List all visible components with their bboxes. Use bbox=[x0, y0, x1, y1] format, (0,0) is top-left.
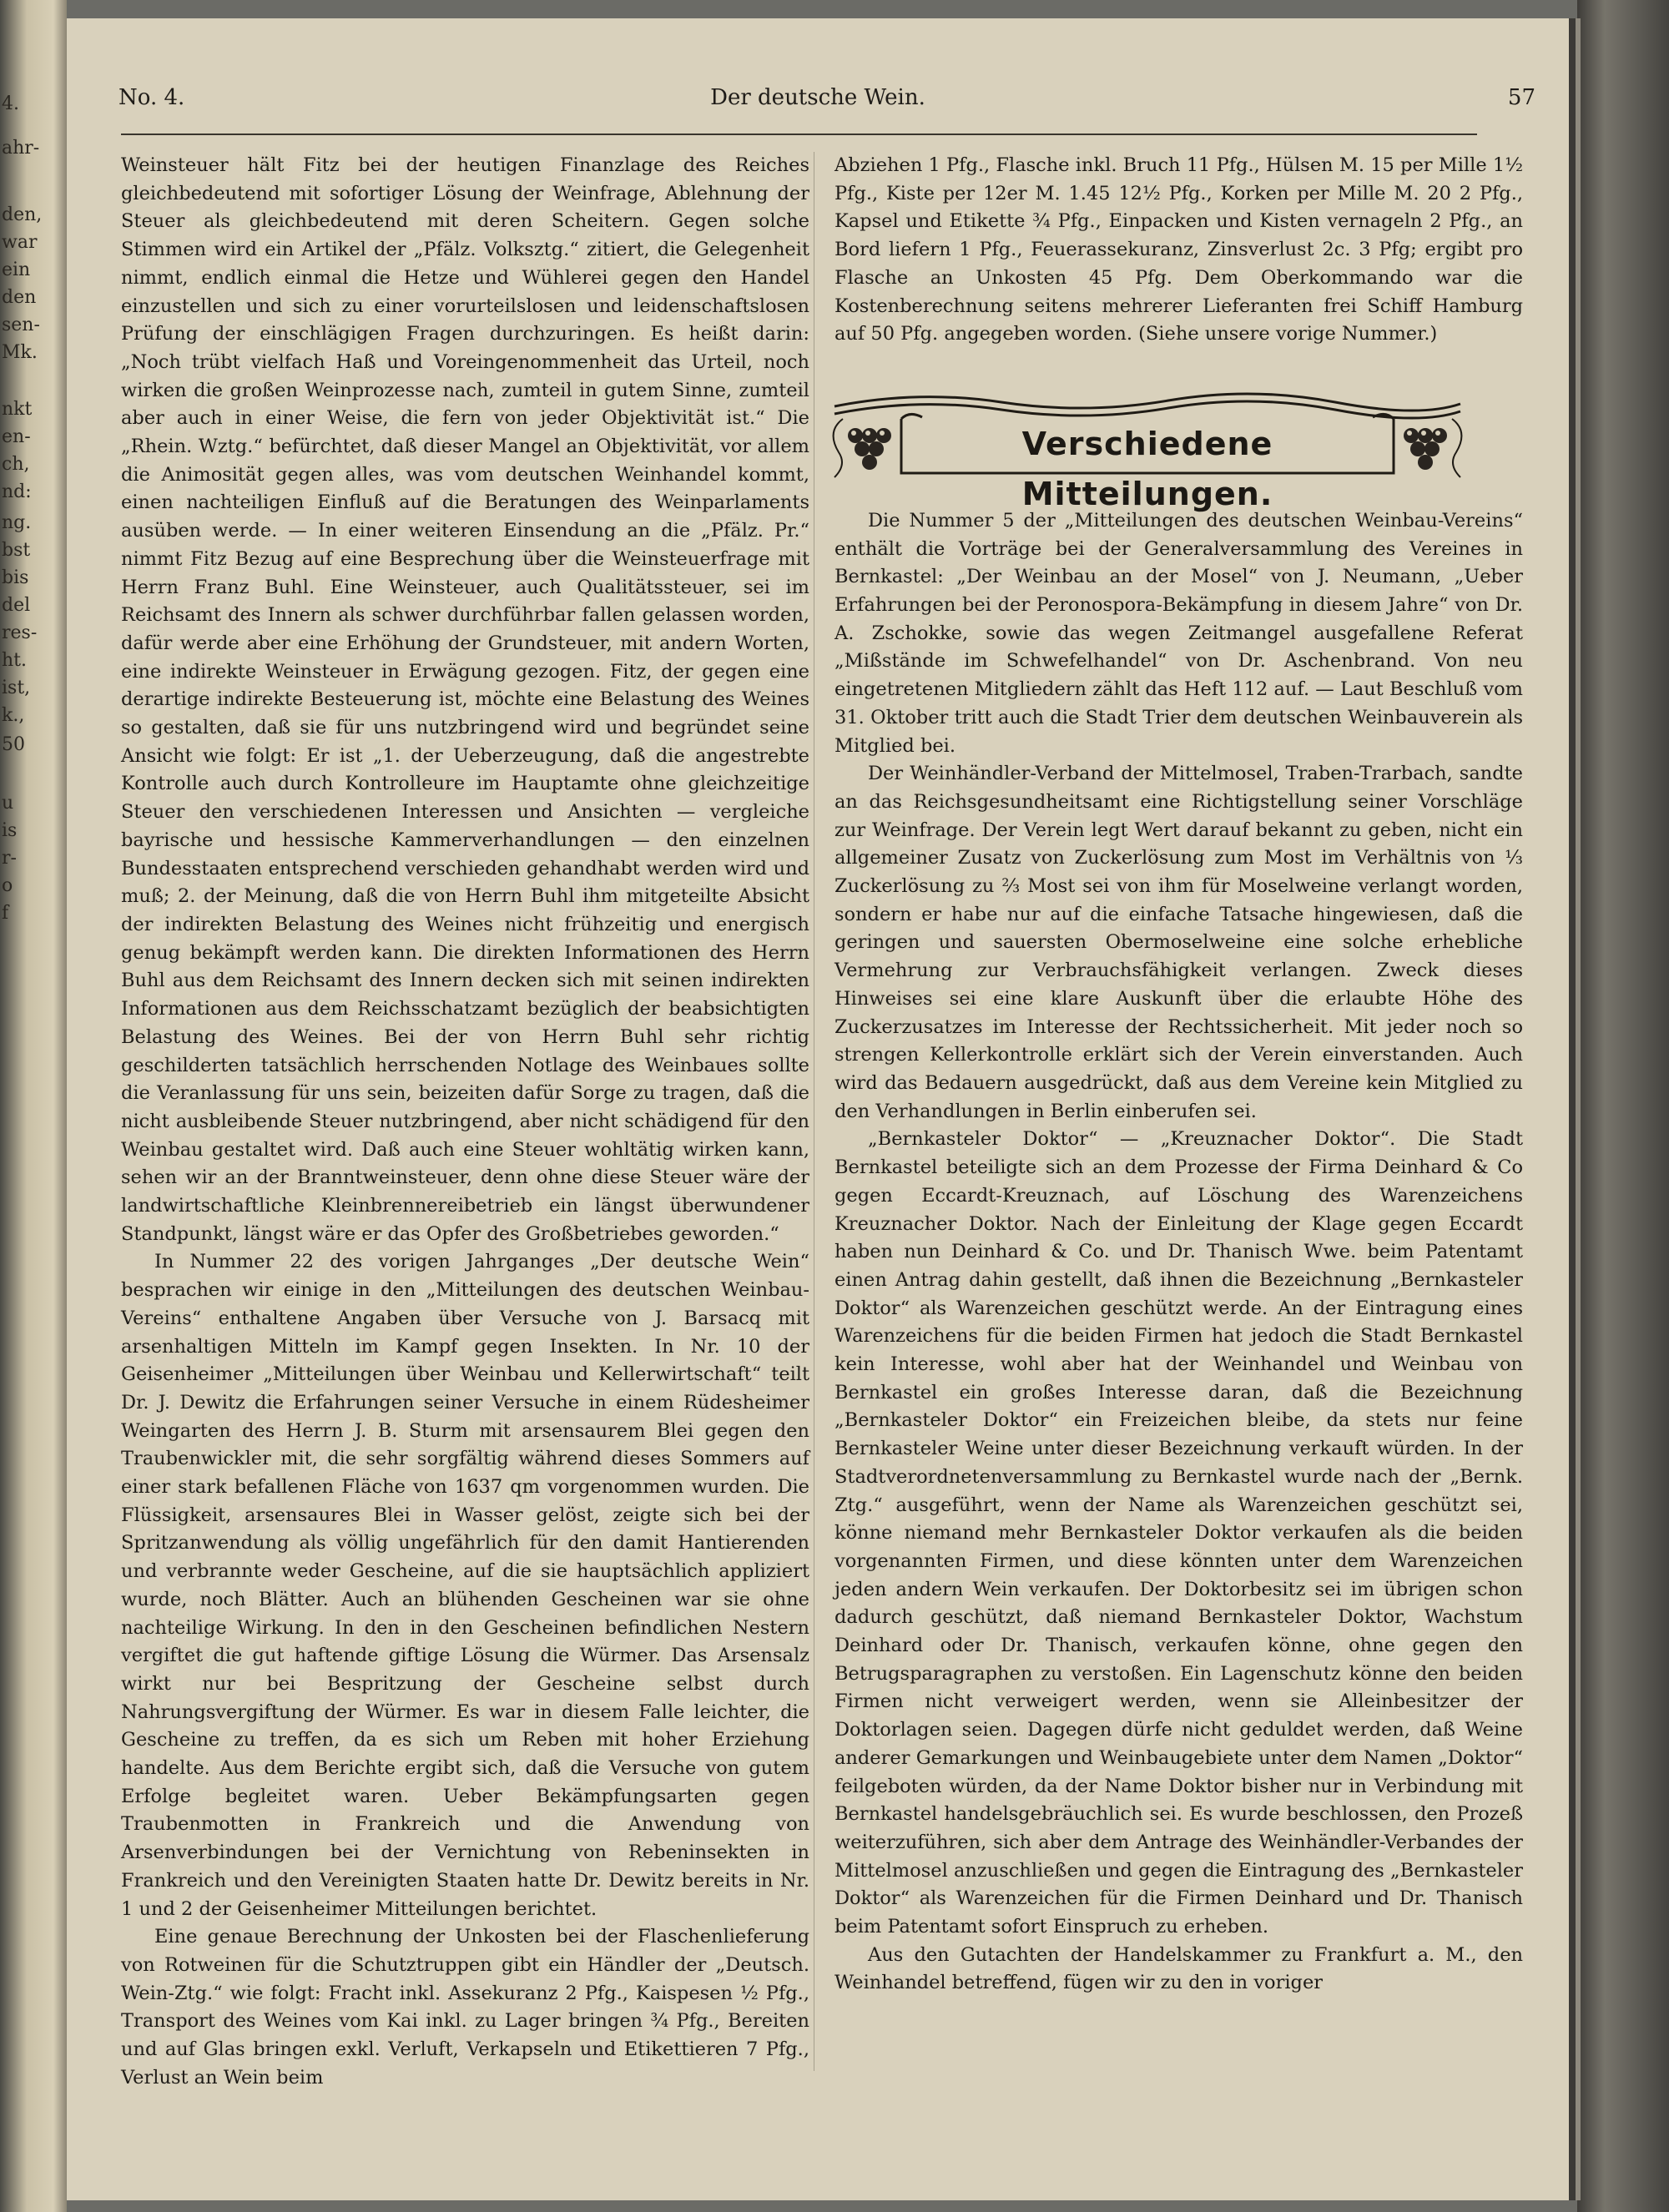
spine-text: 4. bbox=[2, 93, 19, 114]
spine-text: den bbox=[2, 287, 37, 308]
adjacent-page-spine bbox=[0, 0, 67, 2212]
spine-text: k., bbox=[2, 705, 25, 726]
spine-text: del bbox=[2, 595, 31, 616]
spine-text: nd: bbox=[2, 481, 32, 502]
spine-text: Mk. bbox=[2, 342, 38, 363]
spine-text: sen- bbox=[2, 315, 40, 335]
issue-number: No. 4. bbox=[118, 85, 185, 110]
spine-text: 50 bbox=[2, 734, 25, 755]
banner-title: Verschiedene Mitteilungen. bbox=[1021, 426, 1273, 512]
right-paragraph-1: Die Nummer 5 der „Mitteilungen des deutschen Weinbau-Vereins“ enthält die Vorträge bei der Generalversammlung des Vereines in Bernkastel: „Der Weinbau an der Mosel“ von J. Neumann, „Ueber Erfahrungen bei der Peronospora-Bekämpfung in diesem Jahre“ von Dr. A. Zschokke, sowie das wegen Zeitmangel ausgefallene Referat „Mißstände im Schwefelhandel“ von Dr. Aschenbrand. Von neu eingetretenen Mitgliedern zählt das Heft 112 auf. — Laut Beschluß vom 31. Oktober tritt auch die Stadt Trier dem deutschen Weinbauverein als Mitglied bei. bbox=[834, 509, 1523, 757]
right-paragraph-3: „Bernkasteler Doktor“ — „Kreuznacher Doktor“. Die Stadt Bernkastel beteiligte sich an dem Prozesse der Firma Deinhard & Co gegen Eccardt-Kreuznach, auf Löschung des Warenzeichens Kreuznacher Doktor. Nach der Einleitung der Klage gegen Eccardt haben nun Deinhard & Co. und Dr. Thanisch Wwe. beim Patentamt einen Antrag dahin gestellt, daß ihnen die Bezeichnung „Bernkasteler Doktor“ als Warenzeichen geschützt werde. An der Eintragung eines Warenzeichens für die beiden Firmen hat jedoch die Stadt Bernkastel kein Interesse, wohl aber hat der Weinhandel und Weinbau von Bernkastel ein großes Interesse daran, daß die Bezeichnung „Bernkasteler Doktor“ ein Freizeichen bleibe, da stets nur feine Bernkasteler Weine unter dieser Bezeichnung verkauft würden. In der Stadtverordnetenversammlung zu Bernkastel wurde nach der „Bernk. Ztg.“ ausgeführt, wenn der Name als Warenzeichen geschützt sei, könne niemand mehr Bernkasteler Doktor verkaufen als die beiden vorgenannten Firmen, und diese könnten unter dem Warenzeichen jeden andern Wein verkaufen. Der Doktorbesitz sei im übrigen schon dadurch geschützt, daß niemand Bernkasteler Doktor, Wachstum Deinhard oder Dr. Thanisch, verkaufen könne, ohne gegen den Betrugsparagraphen zu verstoßen. Ein Lagenschutz könne den beiden Firmen nicht verweigert werden, wenn sie Alleinbesitzer der Doktorlagen seien. Dagegen dürfe nicht geduldet werden, daß Weine anderer Gemarkungen und Weinbaugebiete unter dem Namen „Doktor“ feilgeboten würden, da der Name Doktor bisher nur in Verbindung mit Bernkastel handelsgebräuchlich sei. Es wurde beschlossen, den Prozeß weiterzuführen, sich aber dem Antrage des Weinhändler-Verbandes der Mittelmosel anzuschließen und gegen die Eintragung des „Bernkasteler Doktor“ als Warenzeichen für die Firmen Deinhard und Dr. Thanisch beim Patentamt sofort Einspruch zu erheben. bbox=[834, 1128, 1523, 1938]
spine-text: en- bbox=[2, 426, 31, 447]
spine-text: bis bbox=[2, 567, 29, 588]
spine-text: f bbox=[2, 903, 9, 924]
book-edge bbox=[1577, 0, 1669, 2212]
right-paragraph-2: Der Weinhändler-Verband der Mittelmosel, Traben-Trarbach, sandte an das Reichsgesundheitsamt eine Richtigstellung seiner Vorschläge zur Weinfrage. Der Verein legt Wert darauf bekannt zu geben, nicht ein allgemeiner Zusatz von Zuckerlösung zum Most im Verhältnis von ⅓ Zuckerlösung zu ⅔ Most sei von ihm für Moselweine verlangt worden, sondern er habe nur auf die einfache Tatsache hingewiesen, daß die geringen und sauersten Obermoselweine eine solche erhebliche Vermehrung zur Verbrauchsfähigkeit verlangen. Zweck dieses Hinweises sei eine klare Auskunft über die erlaubte Höhe des Zuckerzusatzes im Interesse der Rechtssicherheit. Mit jeder noch so strengen Kellerkontrolle erklärt sich der Verein einverstanden. Auch wird das Bedauern ausgedrückt, daß aus dem Vereine kein Mitglied zu den Verhandlungen in Berlin einberufen sei. bbox=[834, 763, 1523, 1122]
spine-text: u bbox=[2, 793, 14, 814]
left-paragraph-3: Eine genaue Berechnung der Unkosten bei der Flaschenlieferung von Rotweinen für die Schutztruppen gibt ein Händler der „Deutsch. Wein-Ztg.“ wie folgt: Fracht inkl. Assekuranz 2 Pfg., Kaispesen ½ Pfg., Transport des Weines vom Kai inkl. zu Lager bringen ¾ Pfg., Bereiten und auf Glas bringen exkl. Verluft, Verkapseln und Etikettieren 7 Pfg., Verlust an Wein beim bbox=[121, 1926, 809, 2089]
spine-text: r- bbox=[2, 848, 17, 869]
left-column bbox=[121, 152, 809, 2093]
header-rule bbox=[121, 134, 1477, 135]
right-paragraph-4: Aus den Gutachten der Handelskammer zu Frankfurt a. M., den Weinhandel betreffend, fügen wir zu den in voriger bbox=[834, 1943, 1523, 1994]
spine-text: is bbox=[2, 820, 18, 841]
section-banner bbox=[818, 385, 1477, 512]
spine-text: den, bbox=[2, 204, 43, 225]
spine-text: ein bbox=[2, 259, 31, 280]
right-paragraph-0: Abziehen 1 Pfg., Flasche inkl. Bruch 11 Pfg., Hülsen M. 15 per Mille 1½ Pfg., Kiste per 12er M. 1.45 12½ Pfg., Korken per Mille M. 20 2 Pfg., Kapsel und Etikette ¾ Pfg., Einpacken und Kisten vernageln 2 Pfg., an Bord liefern 1 Pfg., Feuerassekuranz, Zinsverlust 2c. 3 Pfg; ergibt pro Flasche an Unkosten 45 Pfg. Dem Oberkommando war die Kostenberechnung seitens mehrerer Lieferanten frei Schiff Hamburg auf 50 Pfg. angegeben worden. (Siehe unsere vorige Nummer.) bbox=[834, 154, 1523, 345]
spine-text: res- bbox=[2, 622, 38, 643]
spine-text: ahr- bbox=[2, 138, 40, 159]
spine-text: ch, bbox=[2, 454, 30, 475]
spine-text: ng. bbox=[2, 512, 32, 533]
spine-text: nkt bbox=[2, 399, 33, 420]
page-number: 57 bbox=[1507, 85, 1535, 110]
left-paragraph-2: In Nummer 22 des vorigen Jahrganges „Der deutsche Wein“ besprachen wir einige in den „Mitteilungen des deutschen Weinbau-Vereins“ enthaltene Angaben über Versuche von J. Barsacq mit arsenhaltigen Mitteln im Kampf gegen Insekten. In Nr. 10 der Geisenheimer „Mitteilungen über Weinbau und Kellerwirtschaft“ teilt Dr. J. Dewitz die Erfahrungen seiner Versuche in einem Rüdesheimer Weingarten des Herrn J. B. Sturm mit arsensaurem Blei gegen den Traubenwickler mit, die sehr sorgfältig während dieses Sommers auf einer stark befallenen Fläche von 1637 qm vorgenommen wurden. Die Flüssigkeit, arsensaures Blei in Wasser gelöst, zeigte sich bei der Spritzanwendung als völlig ungefährlich für den damit Hantierenden und verbrannte weder Gescheine, auf die sie hauptsächlich appliziert wurde, noch Blätter. Auch an blühenden Gescheinen war sie ohne nachteilige Wirkung. In den in den Gescheinen befindlichen Nestern vergiftet die gut haftende giftige Lösung die Würmer. Das Arsensalz wirkt nur bei Bespritzung der Gescheine selbst durch Nahrungsvergiftung der Würmer. Es war in diesem Falle leichter, die Gescheine zu treffen, da es sich um Reben mit hoher Erziehung handelte. Aus dem Berichte ergibt sich, daß die Versuche von gutem Erfolge begleitet waren. Ueber Bekämpfungsarten gegen Traubenmotten in Frankreich und die Anwendung von Arsenverbindungen bei der Vernichtung von Rebeninsekten in Frankreich und den Vereinigten Staaten hatte Dr. Dewitz bereits in Nr. 1 und 2 der Geisenheimer Mitteilungen berichtet. bbox=[121, 1251, 809, 1920]
spine-text: ht. bbox=[2, 650, 28, 671]
spine-text: o bbox=[2, 875, 13, 896]
journal-title: Der deutsche Wein. bbox=[710, 85, 925, 110]
spine-text: war bbox=[2, 232, 38, 253]
journal-page bbox=[67, 18, 1569, 2200]
left-paragraph-1: Weinsteuer hält Fitz bei der heutigen Finanzlage des Reiches gleichbedeutend mit sofortiger Lösung der Weinfrage, Ablehnung der Steuer als gleichbedeutend mit deren Scheitern. Gegen solche Stimmen wird ein Artikel der „Pfälz. Volksztg.“ zitiert, die Gelegenheit nimmt, endlich einmal die Hetze und Wühlerei gegen den Handel einzustellen und sich zu einer vorurteilslosen und leidenschaftslosen Prüfung der einschlägigen Fragen durchzuringen. Es heißt darin: „Noch trübt vielfach Haß und Voreingenommenheit das Urteil, noch wirken die großen Weinprozesse nach, zumteil in gutem Sinne, zumteil aber auch in einer Weise, die fern von jeder Objektivität ist.“ Die „Rhein. Wztg.“ befürchtet, daß dieser Mangel an Objektivität, vor allem die Animosität gegen alles, was vom deutschen Weinhandel kommt, einen nachteiligen Einfluß auf die Beratungen des Weinparlaments ausüben werde. — In einer weiteren Einsendung an die „Pfälz. Pr.“ nimmt Fitz Bezug auf eine Besprechung über die Weinsteuerfrage mit Herrn Franz Buhl. Eine Weinsteuer, auch Qualitätssteuer, sei im Reichsamt des Innern als schwer durchführbar fallen gelassen worden, dafür werde aber eine Erhöhung der Grundsteuer, mit andern Worten, eine indirekte Weinsteuer in Erwägung gezogen. Fitz, der gegen eine derartige indirekte Besteuerung ist, möchte eine Belastung des Weines so gestalten, daß sie für uns nutzbringend wird und begründet seine Ansicht wie folgt: Er ist „1. der Ueberzeugung, daß die angestrebte Kontrolle auch durch Kontrolleure im Hauptamte ohne gleichzeitige Steuer den verschiedenen Interessen und Ansichten — vergleiche bayrische und hessische Kammerverhandlungen — den einzelnen Bundesstaaten entsprechend verschieden gehandhabt werden wird und muß; 2. der Meinung, daß die von Herrn Buhl ihm mitgeteilte Absicht der indirekten Belastung des Weines nicht frühzeitig und energisch genug bekämpft werden kann. Die direkten Informationen des Herrn Buhl aus dem Reichsamt des Innern decken sich mit seinen indirekten Informationen aus dem Reichsschatzamt bezüglich der beabsichtigten Belastung des Weines. Bei der von Herrn Buhl sehr richtig geschilderten tatsächlich herrschenden Notlage des Weinbaues sollte die Veranlassung für uns sein, beizeiten dafür Sorge zu tragen, daß die nicht ausbleibende Steuer nutzbringend, aber nicht schädigend für den Weinbau gestaltet wird. Daß auch eine Steuer wohltätig wirken kann, sehen wir an der Branntweinsteuer, denn ohne diese Steuer wäre der landwirtschaftliche Kleinbrennereibetrieb ein längst überwundener Standpunkt, längst wäre er das Opfer des Großbetriebes geworden.“ bbox=[121, 154, 809, 1245]
spine-text: ist, bbox=[2, 678, 31, 698]
spine-text: bst bbox=[2, 540, 31, 561]
